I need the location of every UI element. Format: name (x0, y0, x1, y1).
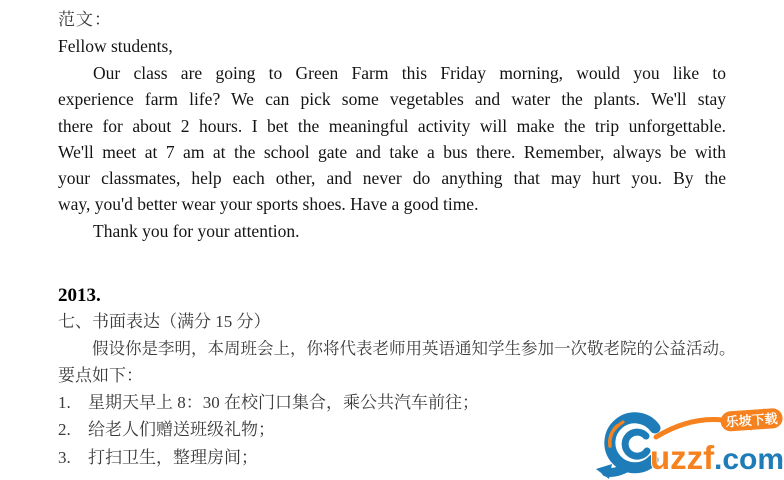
paragraph-line: We'll meet at 7 am at the school gate and take a bus there. Remember, always be with (58, 141, 726, 162)
domain-wordmark: .com (714, 443, 784, 476)
item-number: 1. (58, 392, 71, 412)
swirl-emblem-icon (596, 418, 655, 479)
points-label: 要点如下： (58, 365, 143, 385)
paragraph-line: there for about 2 hours. I bet the meaningful activity will make the trip unforgettable. (58, 115, 726, 136)
paragraph-line: your classmates, help each other, and never do anything that may hurt you. By the (58, 168, 726, 189)
paragraph-line: experience farm life? We can pick some vegetables and water the plants. We'll stay (58, 89, 726, 110)
essay-paragraph (58, 60, 726, 218)
uzzf-logo-watermark (594, 406, 784, 480)
item-text: 打扫卫生，整理房间； (88, 447, 258, 467)
document-body (58, 6, 736, 471)
essay-salutation: Fellow students, (58, 36, 173, 56)
item-text: 星期天早上 8：30 在校门口集合，乘公共汽车前往； (88, 392, 479, 412)
brand-wordmark: uzzf (650, 439, 715, 476)
task-prompt: 假设你是李明，本周班会上，你将代表老师用英语通知学生参加一次敬老院的公益活动。 (92, 338, 736, 358)
sample-essay-label: 范文： (58, 10, 112, 29)
item-number: 3. (58, 447, 71, 467)
essay-closing: Thank you for your attention. (93, 220, 300, 241)
paragraph-line: way, you'd better wear your sports shoes. Have a good time. (58, 194, 479, 215)
banner-ribbon (720, 408, 783, 432)
year-heading: 2013. (58, 284, 101, 306)
uzzf-logo (594, 406, 784, 480)
banner-text: 乐坡下载 (725, 411, 779, 430)
paragraph-line: Our class are going to Green Farm this Friday morning, would you like to (93, 63, 726, 83)
section-heading: 七、书面表达（满分 15 分） (58, 311, 271, 331)
item-number: 2. (58, 420, 71, 440)
item-text: 给老人们赠送班级礼物； (88, 420, 275, 440)
